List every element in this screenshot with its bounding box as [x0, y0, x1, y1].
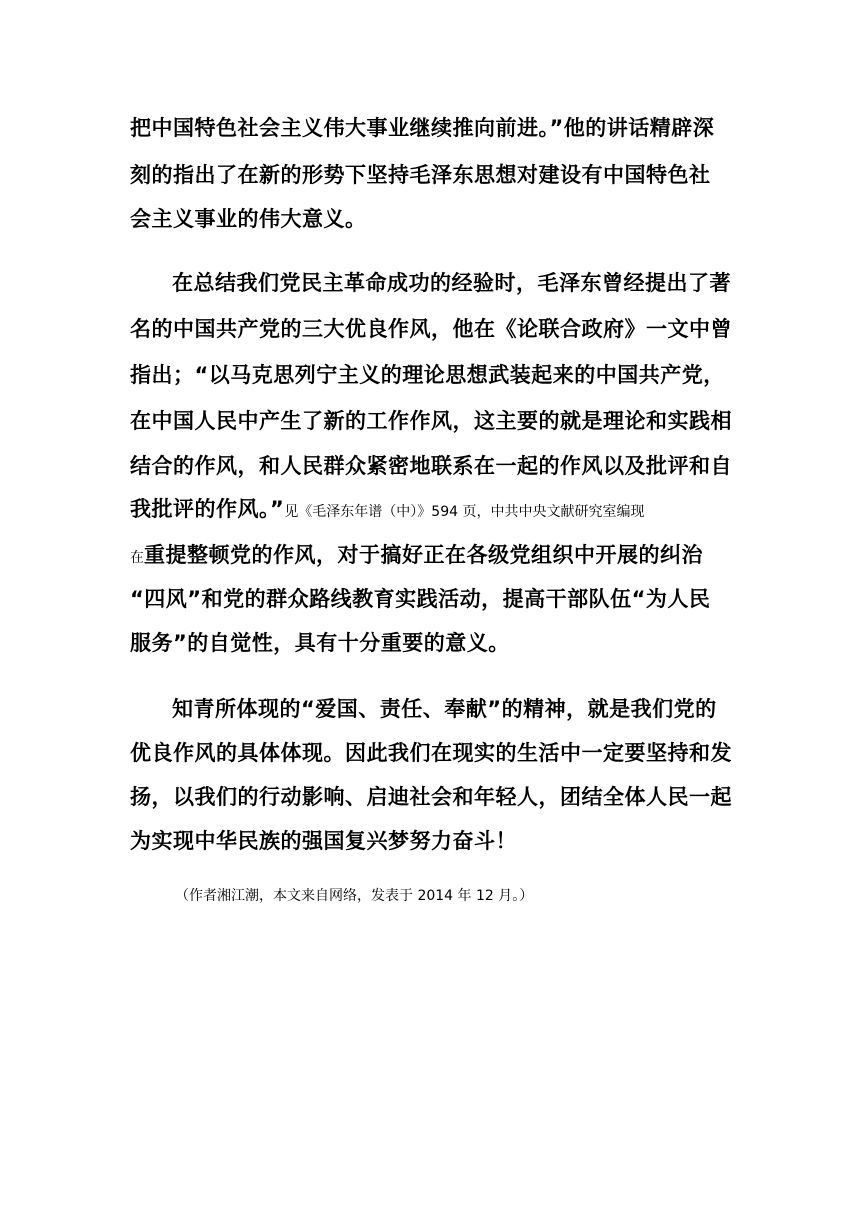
- text-span: 重提整顿党的作风，对于搞好正在各级党组织中开展的纠治: [144, 543, 703, 567]
- text-line: “四风”和党的群众路线教育实践活动，提高干部队伍“为人民: [130, 587, 711, 611]
- text-line: 在中国人民中产生了新的工作作风，这主要的就是理论和实践相: [130, 409, 732, 433]
- text-line-mixed: [130, 540, 703, 573]
- text-line: 知青所体现的“爱国、责任、奉献”的精神，就是我们党的: [172, 697, 717, 721]
- text-line: 为实现中华民族的强国复兴梦努力奋斗！: [130, 829, 517, 853]
- text-line: 名的中国共产党的三大优良作风，他在《论联合政府》一文中曾: [130, 317, 732, 341]
- text-line: 服务”的自觉性，具有十分重要的意义。: [130, 631, 510, 655]
- text-line: 刻的指出了在新的形势下坚持毛泽东思想对建设有中国特色社: [130, 163, 711, 187]
- small-char: 在: [130, 550, 144, 566]
- text-line: 扬，以我们的行动影响、启迪社会和年轻人，团结全体人民一起: [130, 785, 732, 809]
- text-line: 指出；“以马克思列宁主义的理论思想武装起来的中国共产党，: [130, 363, 725, 387]
- quote-end: 我批评的作风。”: [130, 497, 285, 521]
- text-line: 会主义事业的伟大意义。: [130, 207, 367, 231]
- text-line-mixed: [130, 494, 644, 527]
- author-note: （作者湘江潮，本文来自网络，发表于 2014 年 12 月。）: [175, 888, 534, 904]
- text-line: 结合的作风，和人民群众紧密地联系在一起的作风以及批评和自: [130, 454, 732, 478]
- citation-note: 见《毛泽东年谱（中）》594 页，中共中央文献研究室编现: [284, 504, 645, 520]
- text-line: 优良作风的具体体现。因此我们在现实的生活中一定要坚持和发: [130, 741, 732, 765]
- text-line: 在总结我们党民主革命成功的经验时，毛泽东曾经提出了著: [172, 271, 731, 295]
- text-line: 把中国特色社会主义伟大事业继续推向前进。”他的讲话精辟深: [130, 116, 715, 140]
